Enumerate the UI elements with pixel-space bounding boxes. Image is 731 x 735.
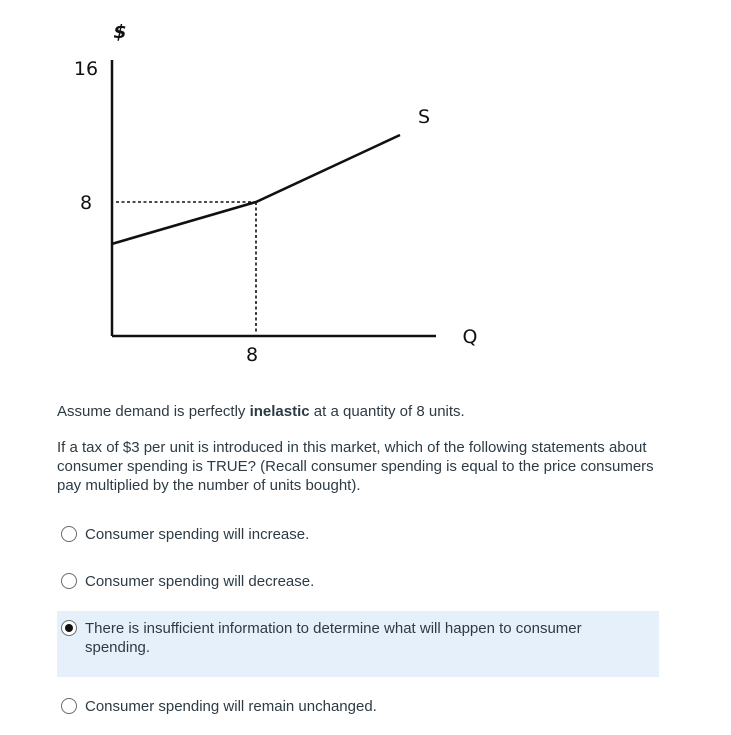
answer-option-unchanged[interactable]	[57, 689, 659, 724]
x-tick-label: 8	[245, 344, 259, 366]
y-axis-title: $	[113, 21, 127, 43]
answer-list	[57, 517, 659, 724]
question-text	[57, 402, 667, 495]
answer-option-insufficient-info[interactable]	[57, 611, 659, 677]
intro-text-start: Assume demand is perfectly	[57, 403, 250, 420]
answer-label: Consumer spending will decrease.	[85, 573, 315, 590]
radio-button[interactable]	[61, 620, 77, 636]
question-intro	[57, 402, 667, 421]
answer-option-increase[interactable]	[57, 517, 659, 552]
x-axis-title: Q	[462, 326, 478, 348]
radio-button[interactable]	[61, 526, 77, 542]
supply-curve	[112, 135, 400, 244]
y-tick-label: 16	[73, 58, 99, 80]
y-tick-label: 8	[79, 192, 93, 214]
answer-label: There is insufficient information to determine what will happen to consumer spending.	[85, 620, 582, 656]
question-prompt: If a tax of $3 per unit is introduced in this market, which of the following statements about consumer spending is TRUE? (Recall consumer spending is equal to the price consumers pay multiplied by the number of units bought).	[57, 439, 654, 494]
radio-button[interactable]	[61, 573, 77, 589]
intro-text-bold: inelastic	[249, 403, 310, 420]
supply-curve-label: S	[418, 106, 431, 128]
intro-text-end: at a quantity of 8 units.	[309, 403, 465, 420]
radio-button[interactable]	[61, 698, 77, 714]
answer-label: Consumer spending will increase.	[85, 526, 310, 543]
answer-label: Consumer spending will remain unchanged.	[85, 698, 377, 715]
answer-option-decrease[interactable]	[57, 564, 659, 599]
